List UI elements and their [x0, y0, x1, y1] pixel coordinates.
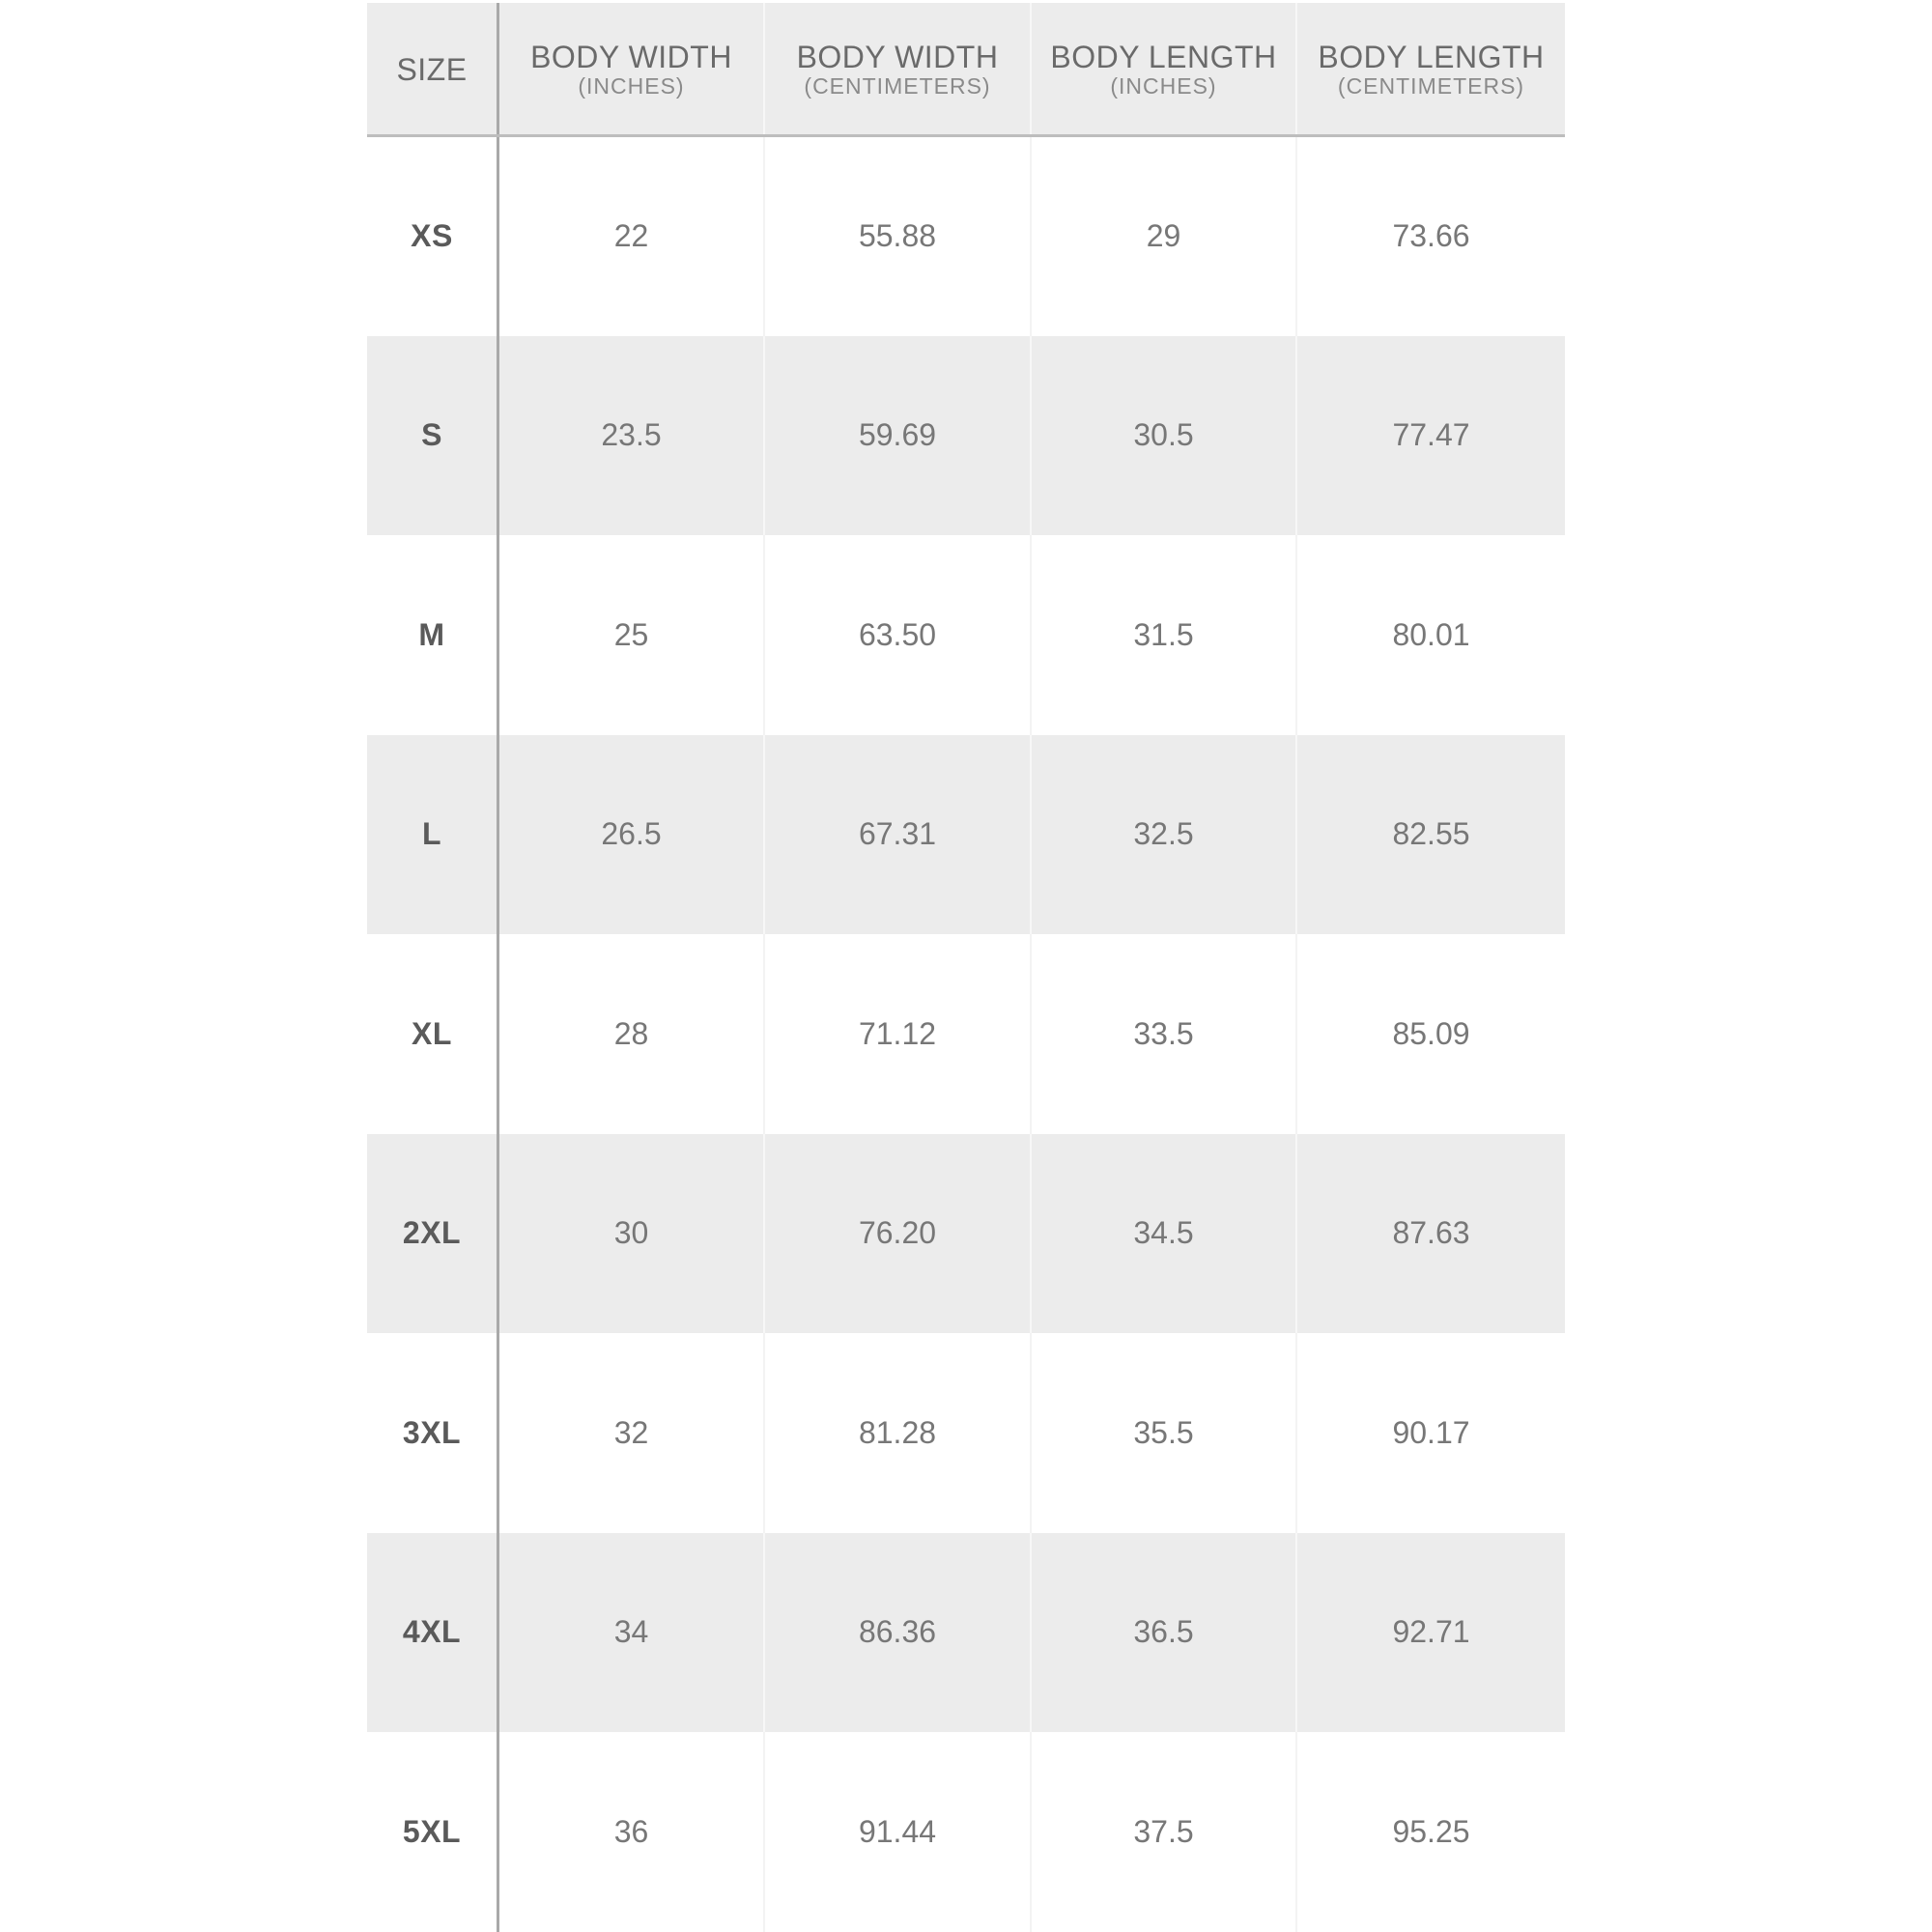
body-width-inches-cell — [499, 1732, 765, 1932]
body-width-inches-cell — [499, 1533, 765, 1733]
body-width-cm-cell — [765, 336, 1032, 536]
body-length-inches-cell — [1032, 535, 1297, 735]
size-cell — [367, 336, 499, 536]
measurement-value: 32.5 — [1133, 816, 1194, 852]
body-length-cm-cell — [1297, 136, 1565, 336]
header-main-label: BODY LENGTH — [1318, 40, 1545, 74]
measurement-value: 87.63 — [1392, 1215, 1470, 1251]
size-label: 3XL — [402, 1414, 462, 1450]
body-width-cm-cell — [765, 735, 1032, 935]
size-label: 5XL — [402, 1813, 462, 1849]
body-width-inches-cell — [499, 136, 765, 336]
measurement-value: 34.5 — [1133, 1215, 1194, 1251]
measurement-value: 63.50 — [858, 616, 937, 652]
body-length-cm-cell — [1297, 336, 1565, 536]
measurement-value: 73.66 — [1392, 217, 1470, 253]
header-body-width-cm — [765, 3, 1032, 136]
size-cell — [367, 535, 499, 735]
header-size — [367, 3, 499, 136]
size-label: S — [421, 417, 442, 453]
measurement-value: 86.36 — [858, 1614, 937, 1650]
body-width-cm-cell — [765, 1333, 1032, 1533]
measurement-value: 35.5 — [1133, 1414, 1194, 1450]
header-unit-label: (CENTIMETERS) — [1337, 73, 1525, 99]
size-cell — [367, 1732, 499, 1932]
measurement-value: 30.5 — [1133, 417, 1194, 453]
body-width-cm-cell — [765, 1533, 1032, 1733]
body-length-inches-cell — [1032, 136, 1297, 336]
size-cell — [367, 735, 499, 935]
body-length-inches-cell — [1032, 934, 1297, 1134]
measurement-value: 55.88 — [858, 217, 937, 253]
header-main-label: BODY WIDTH — [530, 40, 732, 74]
header-unit-label: (CENTIMETERS) — [804, 73, 991, 99]
size-chart-table — [367, 3, 1565, 1932]
header-body-width-inches — [499, 3, 765, 136]
measurement-value: 67.31 — [858, 816, 937, 852]
measurement-value: 37.5 — [1133, 1813, 1194, 1849]
body-length-inches-cell — [1032, 1732, 1297, 1932]
body-width-cm-cell — [765, 934, 1032, 1134]
body-length-inches-cell — [1032, 1134, 1297, 1334]
body-length-inches-cell — [1032, 735, 1297, 935]
measurement-value: 85.09 — [1392, 1015, 1470, 1051]
size-label: L — [421, 816, 442, 852]
body-length-cm-cell — [1297, 735, 1565, 935]
header-unit-label: (INCHES) — [578, 73, 685, 99]
body-width-inches-cell — [499, 1134, 765, 1334]
measurement-value: 95.25 — [1392, 1813, 1470, 1849]
measurement-value: 36 — [613, 1813, 649, 1849]
measurement-value: 31.5 — [1133, 616, 1194, 652]
header-divider — [367, 134, 1565, 137]
measurement-value: 77.47 — [1392, 417, 1470, 453]
size-cell — [367, 934, 499, 1134]
header-main-label: BODY WIDTH — [796, 40, 999, 74]
measurement-value: 82.55 — [1392, 816, 1470, 852]
measurement-value: 36.5 — [1133, 1614, 1194, 1650]
size-cell — [367, 1533, 499, 1733]
body-length-cm-cell — [1297, 1533, 1565, 1733]
size-label: 4XL — [402, 1614, 462, 1650]
size-cell — [367, 1333, 499, 1533]
measurement-value: 90.17 — [1392, 1414, 1470, 1450]
body-width-cm-cell — [765, 535, 1032, 735]
measurement-value: 76.20 — [858, 1215, 937, 1251]
body-width-inches-cell — [499, 1333, 765, 1533]
size-label: 2XL — [402, 1215, 462, 1251]
size-cell — [367, 1134, 499, 1334]
body-width-inches-cell — [499, 735, 765, 935]
measurement-value: 30 — [613, 1215, 649, 1251]
measurement-value: 29 — [1146, 217, 1181, 253]
body-width-cm-cell — [765, 1732, 1032, 1932]
body-length-cm-cell — [1297, 1333, 1565, 1533]
header-main-label: BODY LENGTH — [1050, 40, 1277, 74]
header-body-length-inches — [1032, 3, 1297, 136]
body-width-inches-cell — [499, 336, 765, 536]
body-width-cm-cell — [765, 136, 1032, 336]
measurement-value: 92.71 — [1392, 1614, 1470, 1650]
measurement-value: 34 — [613, 1614, 649, 1650]
measurement-value: 25 — [613, 616, 649, 652]
measurement-value: 71.12 — [858, 1015, 937, 1051]
size-label: XL — [412, 1015, 452, 1051]
measurement-value: 22 — [613, 217, 649, 253]
header-unit-label: (INCHES) — [1110, 73, 1217, 99]
body-length-inches-cell — [1032, 1533, 1297, 1733]
body-width-inches-cell — [499, 934, 765, 1134]
measurement-value: 59.69 — [858, 417, 937, 453]
measurement-value: 23.5 — [601, 417, 662, 453]
measurement-value: 28 — [613, 1015, 649, 1051]
size-cell — [367, 136, 499, 336]
header-size-label: SIZE — [396, 52, 468, 87]
measurement-value: 26.5 — [601, 816, 662, 852]
body-length-cm-cell — [1297, 535, 1565, 735]
body-width-inches-cell — [499, 535, 765, 735]
body-length-cm-cell — [1297, 1134, 1565, 1334]
body-length-cm-cell — [1297, 1732, 1565, 1932]
measurement-value: 32 — [613, 1414, 649, 1450]
measurement-value: 81.28 — [858, 1414, 937, 1450]
measurement-value: 33.5 — [1133, 1015, 1194, 1051]
body-length-inches-cell — [1032, 1333, 1297, 1533]
body-width-cm-cell — [765, 1134, 1032, 1334]
size-label: M — [418, 616, 445, 652]
measurement-value: 80.01 — [1392, 616, 1470, 652]
header-body-length-cm — [1297, 3, 1565, 136]
body-length-cm-cell — [1297, 934, 1565, 1134]
body-length-inches-cell — [1032, 336, 1297, 536]
size-label: XS — [411, 217, 453, 253]
measurement-value: 91.44 — [858, 1813, 937, 1849]
